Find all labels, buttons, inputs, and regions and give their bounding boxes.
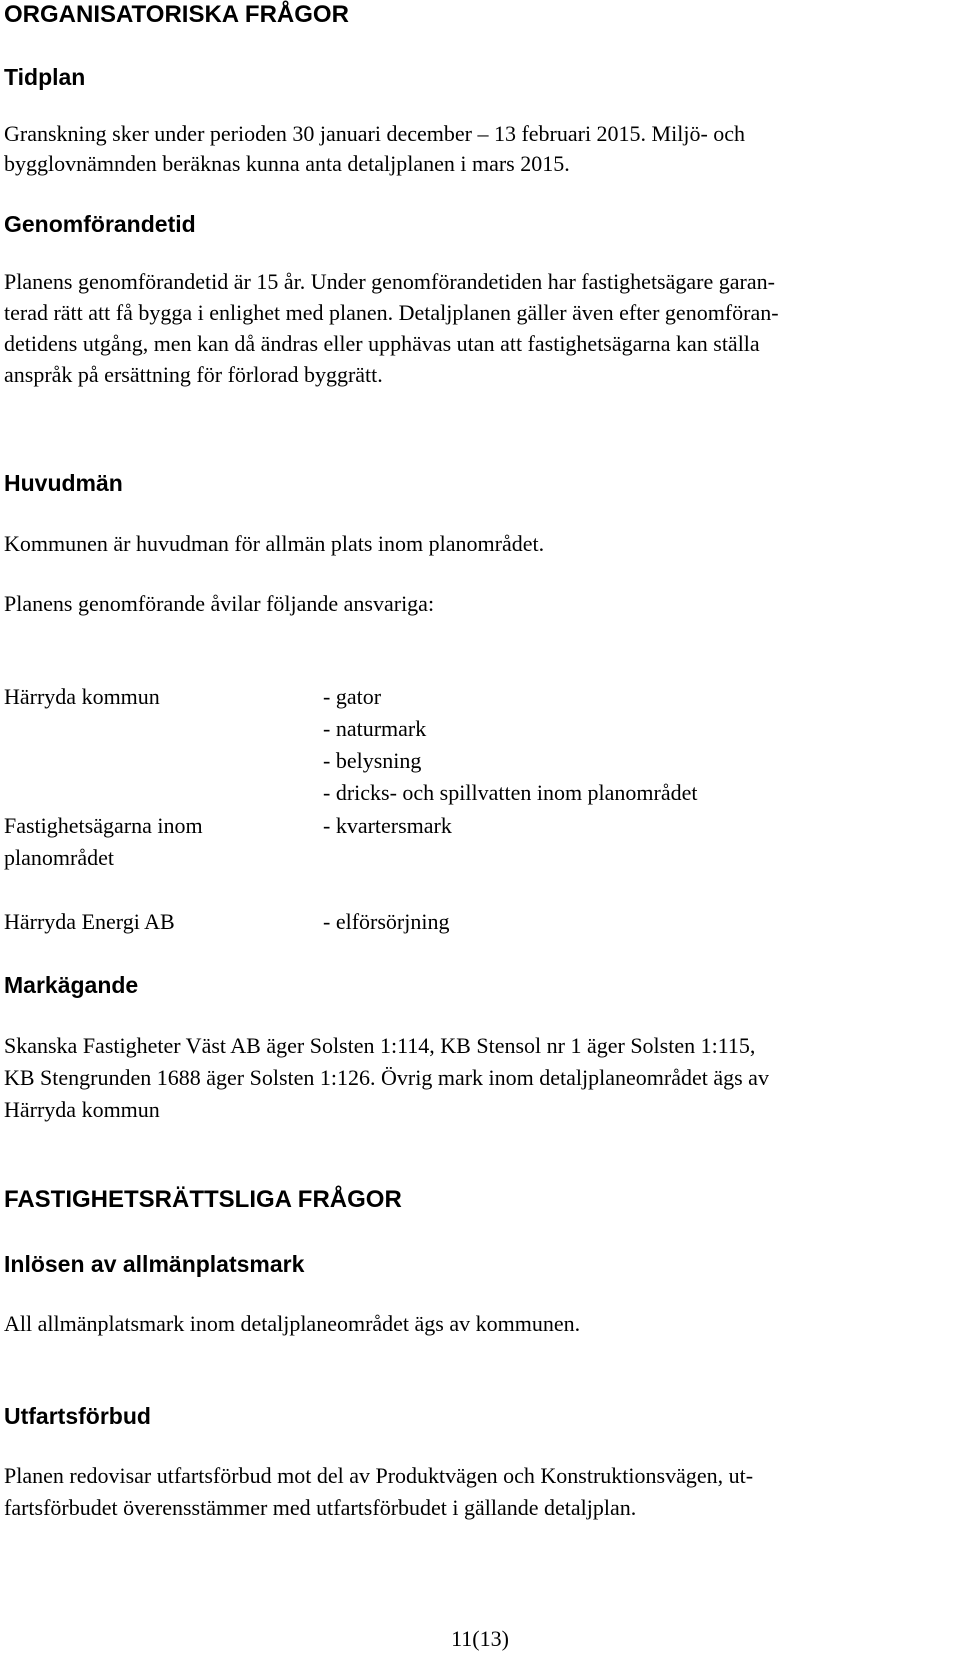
subheading-inlosen: Inlösen av allmänplatsmark [4, 1251, 305, 1277]
responsible-party-fastighetsagarna: Fastighetsägarna inom [4, 813, 203, 838]
subheading-tidplan: Tidplan [4, 64, 86, 90]
paragraph-line: anspråk på ersättning för förlorad byggrätt. [4, 362, 383, 387]
responsibility-item: - belysning [323, 748, 422, 773]
paragraph-line: terad rätt att få bygga i enlighet med planen. Detaljplanen gäller även efter genomföran- [4, 300, 779, 325]
responsibility-item: - dricks- och spillvatten inom planområdet [323, 780, 698, 805]
paragraph-line: Granskning sker under perioden 30 januari december – 13 februari 2015. Miljö- och [4, 121, 746, 146]
section-heading-organisatoriska: ORGANISATORISKA FRÅGOR [4, 1, 349, 28]
paragraph-line: KB Stengrunden 1688 äger Solsten 1:126. Övrig mark inom detaljplaneområdet ägs av [4, 1065, 769, 1090]
paragraph-line: Planens genomförande åvilar följande ansvariga: [4, 591, 435, 616]
paragraph-line: Härryda kommun [4, 1097, 160, 1122]
responsibility-item: - kvartersmark [323, 813, 452, 838]
responsibility-item: - naturmark [323, 716, 427, 741]
paragraph-line: detidens utgång, men kan då ändras eller upphävas utan att fastighetsägarna kan ställa [4, 331, 760, 356]
paragraph-line: fartsförbudet överensstämmer med utfartsförbudet i gällande detaljplan. [4, 1495, 637, 1520]
responsible-party-fastighetsagarna-cont: planområdet [4, 845, 114, 870]
subheading-markagande: Markägande [4, 972, 139, 998]
page-number: 11(13) [451, 1626, 509, 1651]
responsible-party-harryda-energi: Härryda Energi AB [4, 909, 175, 934]
responsibility-item: - gator [323, 684, 382, 709]
subheading-genomforandetid: Genomförandetid [4, 211, 196, 237]
paragraph-line: Planen redovisar utfartsförbud mot del av Produktvägen och Konstruktionsvägen, ut- [4, 1463, 754, 1488]
subheading-huvudman: Huvudmän [4, 470, 123, 496]
section-heading-fastighetsrattsliga: FASTIGHETSRÄTTSLIGA FRÅGOR [4, 1186, 402, 1213]
paragraph-line: All allmänplatsmark inom detaljplaneområdet ägs av kommunen. [4, 1311, 581, 1336]
responsibility-item: - elförsörjning [323, 909, 450, 934]
paragraph-line: Kommunen är huvudman för allmän plats inom planområdet. [4, 531, 545, 556]
subheading-utfartsforbud: Utfartsförbud [4, 1403, 151, 1429]
paragraph-line: Skanska Fastigheter Väst AB äger Solsten 1:114, KB Stensol nr 1 äger Solsten 1:115, [4, 1033, 756, 1058]
paragraph-line: Planens genomförandetid är 15 år. Under genomförandetiden har fastighetsägare garan- [4, 269, 775, 294]
responsible-party-harryda-kommun: Härryda kommun [4, 684, 160, 709]
paragraph-line: bygglovnämnden beräknas kunna anta detaljplanen i mars 2015. [4, 151, 570, 176]
